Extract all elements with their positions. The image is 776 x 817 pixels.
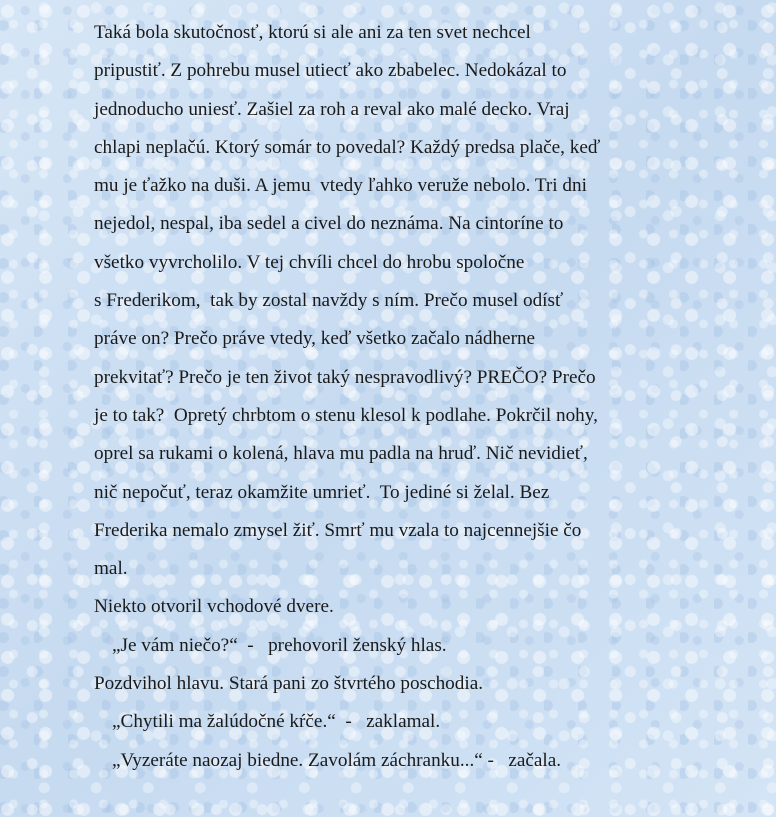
text-line: jednoducho uniesť. Zašiel za roh a reval ako malé decko. Vraj xyxy=(94,98,570,120)
dialogue-line: „Je vám niečo?“ - prehovoril ženský hlas. xyxy=(112,634,447,656)
text-line: Niekto otvoril vchodové dvere. xyxy=(94,596,334,618)
text-line: prekvitať? Prečo je ten život taký nespravodlivý? PREČO? Prečo xyxy=(94,366,596,388)
text-line: práve on? Prečo práve vtedy, keď všetko začalo nádherne xyxy=(94,328,536,350)
text-line: nič nepočuť, teraz okamžite umrieť. To jediné si želal. Bez xyxy=(94,481,550,503)
text-line: mal. xyxy=(94,558,128,580)
text-line: Pozdvihol hlavu. Stará pani zo štvrtého poschodia. xyxy=(94,673,484,695)
dialogue-line: „Chytili ma žalúdočné kŕče.“ - zaklamal. xyxy=(112,711,441,733)
document-body xyxy=(94,14,754,780)
text-line: pripustiť. Z pohrebu musel utiecť ako zbabelec. Nedokázal to xyxy=(94,60,567,82)
text-line: je to tak? Opretý chrbtom o stenu klesol k podlahe. Pokrčil nohy, xyxy=(94,404,598,426)
dialogue-line: „Vyzeráte naozaj biedne. Zavolám záchranku...“ - začala. xyxy=(112,749,562,771)
text-line: oprel sa rukami o kolená, hlava mu padla na hruď. Nič nevidieť, xyxy=(94,443,588,465)
text-line: mu je ťažko na duši. A jemu vtedy ľahko veruže nebolo. Tri dni xyxy=(94,175,587,197)
text-line: Taká bola skutočnosť, ktorú si ale ani za ten svet nechcel xyxy=(94,22,531,43)
text-line: chlapi neplačú. Ktorý somár to povedal? Každý predsa plače, keď xyxy=(94,136,601,158)
text-line: všetko vyvrcholilo. V tej chvíli chcel do hrobu spoločne xyxy=(94,251,525,273)
text-line: nejedol, nespal, iba sedel a civel do neznáma. Na cintoríne to xyxy=(94,213,564,235)
text-line: Frederika nemalo zmysel žiť. Smrť mu vzala to najcennejšie čo xyxy=(94,519,582,541)
text-line: s Frederikom, tak by zostal navždy s ním. Prečo musel odísť xyxy=(94,290,564,312)
